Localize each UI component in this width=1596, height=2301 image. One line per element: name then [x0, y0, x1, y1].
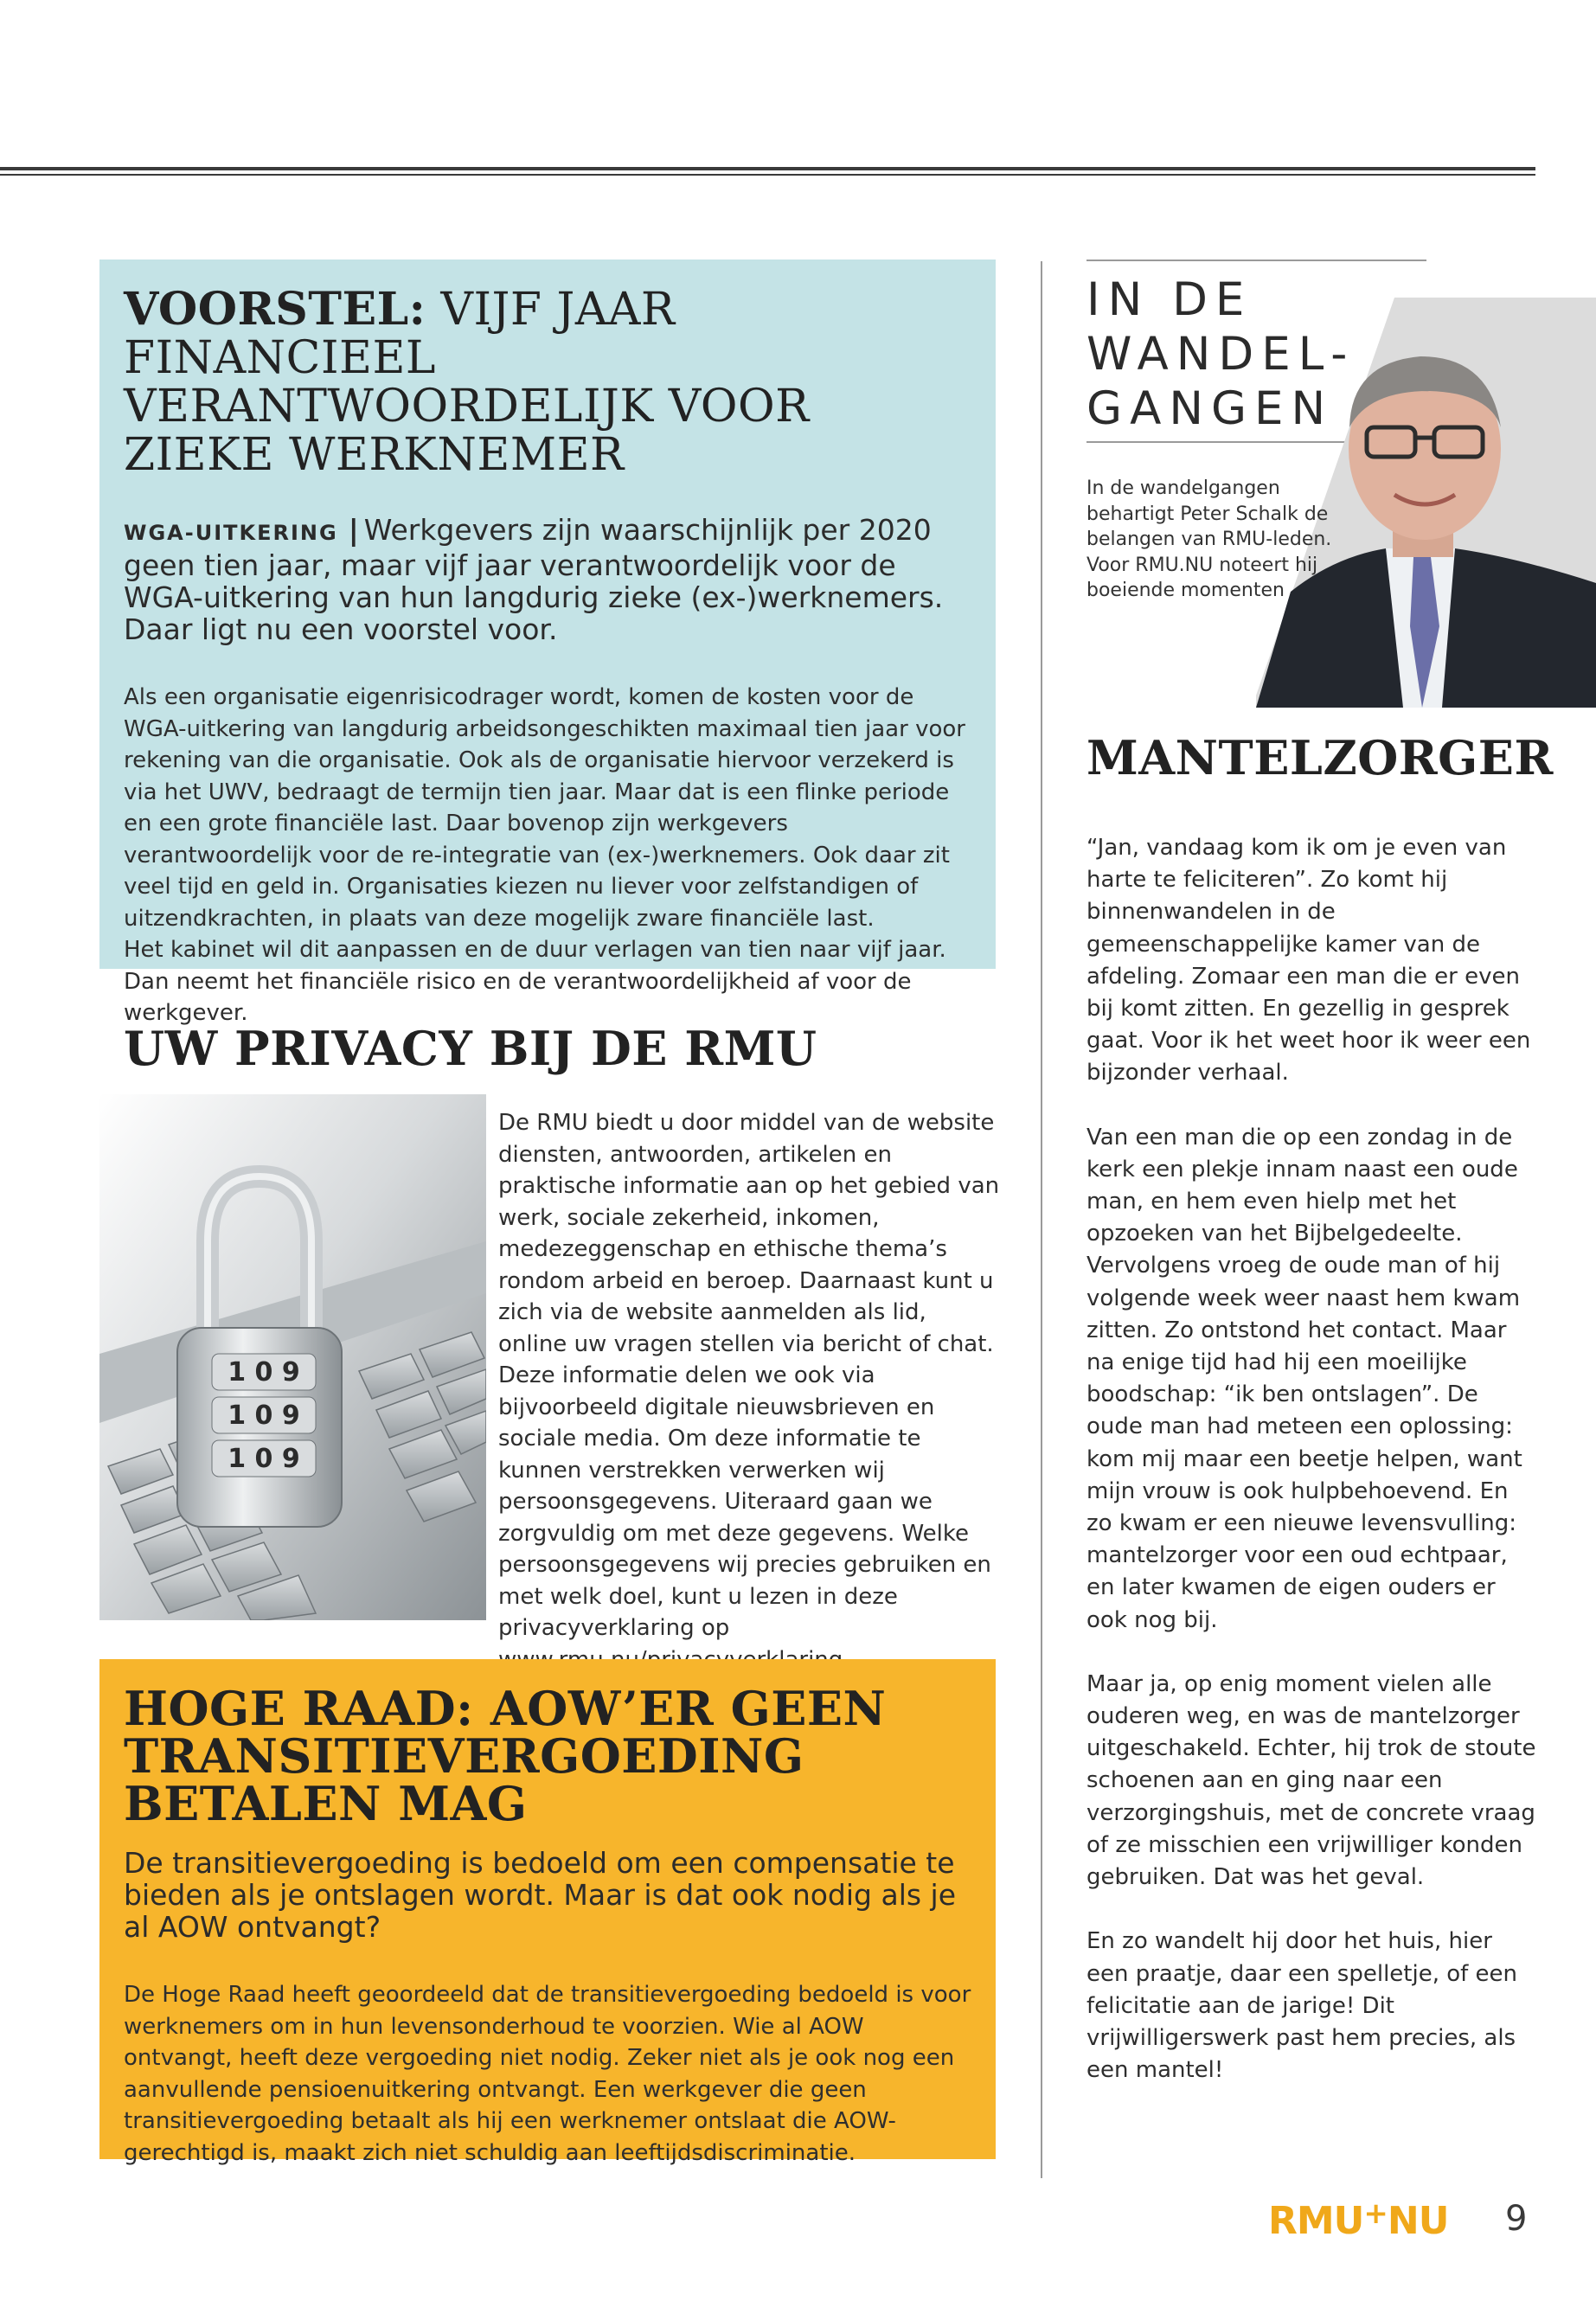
voorstel-article	[99, 260, 996, 1026]
mantelzorger-body	[1086, 832, 1536, 2086]
voorstel-title	[124, 285, 970, 479]
sidebar-rule-top	[1086, 260, 1426, 261]
mantelzorger-paragraph-3: Maar ja, op enig moment vielen alle ouderen weg, en was de mantelzorger uitgeschakeld. Echter, hij trok de stoute schoenen aan en ging naar een verzorgingshuis, met de concrete vraag of ze misschien een vrijwilliger konden gebruiken. Dat was het geval.	[1086, 1670, 1536, 1891]
logo-plus-icon: +	[1363, 2196, 1388, 2231]
hoge-raad-body: De Hoge Raad heeft geoordeeld dat de transitievergoeding bedoeld is voor werknemers om in hun levensonderhoud te voorzien. Wie al AOW ontvangt, heeft deze vergoeding niet nodig. Zeker niet als je ook nog een aanvullende pensioenuitkering ontvangt. Een werkgever die geen transitievergoeding betaalt als hij een werknemer ontslaat die AOW-gerechtigd is, maakt zich niet schuldig aan leeftijdsdiscriminatie.	[124, 1982, 971, 2166]
top-rule	[0, 167, 1535, 177]
voorstel-body-1: Als een organisatie eigenrisicodrager wordt, komen de kosten voor de WGA-uitkering van langdurig arbeidsongeschikten maximaal tien jaar voor rekening van die organisatie. Ook als de organisatie hiervoor verzekerd is via het UWV, bedraagt de termijn tien jaar. Maar dat is een flinke periode en een grote financiële last. Daar bovenop zijn werkgevers verantwoordelijk voor de re-integratie van (ex-)werknemers. Ook daar zit veel tijd en geld in. Organisaties kiezen nu liever voor zelfstandigen of uitzendkrachten, in plaats van deze mogelijk zware financiële last.	[124, 684, 965, 932]
rmu-nu-logo	[1268, 2196, 1449, 2243]
dial-1: 1 0 9	[228, 1357, 300, 1388]
voorstel-lead-text: Werkgevers zijn waarschijnlijk per 2020 geen tien jaar, maar vijf jaar verantwoordelijk voor de WGA-uitkering van hun langdurig zieke (ex-)werknemers. Daar ligt nu een voorstel voor.	[124, 513, 944, 646]
sidebar-intro: In de wandelgangen behartigt Peter Schalk de belangen van RMU-leden. Voor RMU.NU noteert hij boeiende momenten	[1086, 478, 1332, 601]
privacy-title: UW PRIVACY BIJ DE RMU	[124, 1021, 817, 1076]
page-number: 9	[1505, 2199, 1528, 2239]
voorstel-lead	[124, 514, 970, 645]
mantelzorger-paragraph-4: En zo wandelt hij door het huis, hier een praatje, daar een spelletje, of een felicitatie aan de jarige! Dit vrijwilligerswerk past hem precies, als een mantel!	[1086, 1928, 1518, 2084]
hoge-raad-article	[99, 1659, 996, 2166]
privacy-body: De RMU biedt u door middel van de website diensten, antwoorden, artikelen en praktische informatie aan op het gebied van werk, sociale zekerheid, inkomen, medezeggenschap en ethische thema’s rondom arbeid en beroep. Daarnaast kunt u zich via de website aanmelden als lid, online uw vragen stellen via bericht of chat. Deze informatie delen we ook via bijvoorbeeld digitale nieuwsbrieven en sociale media. Om deze informatie te kunnen verstrekken verwerken wij persoonsgegevens. Uiteraard gaan we zorgvuldig om met deze gegevens. Welke persoonsgegevens wij precies gebruiken en met welk doel, kunt u lezen in deze privacyverklaring op	[498, 1110, 1000, 1641]
section-label-line-3: GANGEN	[1086, 382, 1334, 435]
section-label-line-2: WANDEL-	[1086, 328, 1356, 381]
logo-nu: NU	[1387, 2199, 1449, 2243]
hoge-raad-title: HOGE RAAD: AOW’ER GEEN TRANSITIEVERGOEDING BETALEN MAG	[124, 1681, 887, 1831]
voorstel-kicker: WGA-UITKERING	[124, 521, 338, 545]
column-divider	[1041, 261, 1042, 2178]
padlock-keyboard-image	[99, 1094, 486, 1620]
mantelzorger-paragraph-2: Van een man die op een zondag in de kerk een plekje innam naast een oude man, en hem even hielp met het opzoeken van het Bijbelgedeelte. Vervolgens vroeg de oude man of hij volgende week weer naast hem kwam zitten. Zo ontstond het contact. Maar na enige tijd had hij een moeilijke boodschap: “ik ben ontslagen”. De oude man had meteen een oplossing: kom mij maar een beetje helpen, want mijn vrouw is ook hulpbehoevend. En zo kwam er een nieuwe levensvulling: mantelzorger voor een oud echtpaar, en later kwamen de eigen ouders er ook nog bij.	[1086, 1124, 1522, 1633]
voorstel-body-2: Het kabinet wil dit aanpassen en de duur verlagen van tien naar vijf jaar. Dan neemt het financiële risico en de verantwoordelijkheid af voor de werkgever.	[124, 937, 946, 1026]
mantelzorger-paragraph-1: “Jan, vandaag kom ik om je even van harte te feliciteren”. Zo komt hij binnenwandelen in de gemeenschappelijke kamer van de afdeling. Zomaar een man die er even bij komt zitten. En gezellig in gesprek gaat. Voor ik het weet hoor ik weer een bijzonder verhaal.	[1086, 835, 1531, 1086]
dial-2: 1 0 9	[228, 1400, 300, 1431]
mantelzorger-title: MANTELZORGER	[1086, 730, 1554, 785]
kicker-separator: |	[348, 513, 359, 547]
dial-3: 1 0 9	[228, 1444, 300, 1474]
voorstel-title-rest: VIJF JAAR FINANCIEEL VERANTWOORDELIJK VOOR ZIEKE WERKNEMER	[124, 284, 810, 481]
section-label-line-1: IN DE	[1086, 273, 1253, 326]
voorstel-title-strong: VOORSTEL:	[124, 283, 426, 336]
hoge-raad-lead: De transitievergoeding is bedoeld om een compensatie te bieden als je ontslagen wordt. Maar is dat ook nodig als je al AOW ontvangt?	[124, 1846, 957, 1944]
logo-rmu: RMU	[1268, 2199, 1364, 2243]
